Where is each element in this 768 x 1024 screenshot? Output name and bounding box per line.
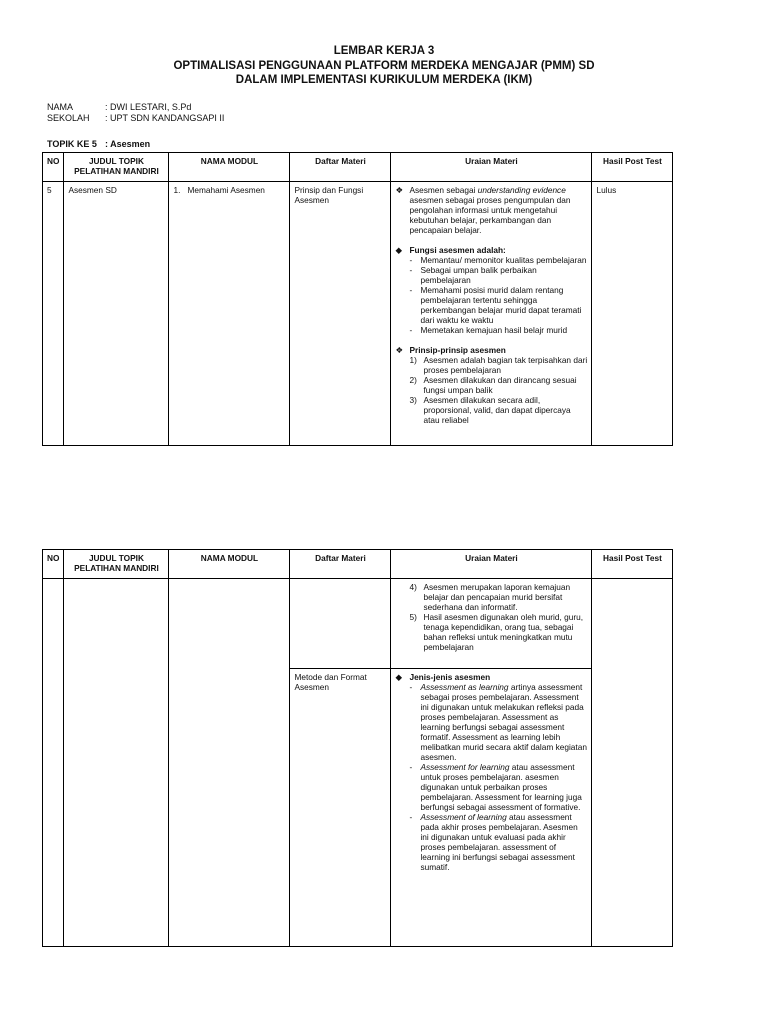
header-hasil: Hasil Post Test [592, 550, 673, 579]
cell-daftar: Metode dan Format Asesmen [290, 669, 391, 947]
header-modul: NAMA MODUL [169, 153, 290, 182]
intro-text-c: asesmen sebagai proses pengumpulan dan pengolahan informasi untuk mengetahui kebutuhan belajar, perkambangan dan pencapaian belajar. [409, 195, 571, 235]
header-judul-line2: PELATIHAN MANDIRI [74, 563, 159, 573]
diamond-solid-icon: ◆ [395, 672, 402, 682]
prinsip-section [395, 345, 587, 425]
list-item: - Memetakan kemajuan hasil belajr murid [409, 325, 568, 335]
header-hasil: Hasil Post Test [592, 153, 673, 182]
worksheet-table-page-1 [42, 152, 673, 446]
list-item: - Assessment for learning atau assessment untuk proses pembelajaran. asesmen digunakan untuk perbaikan proses pembelajaran. Assessment for learning juga berfungsi sebagai assessment of formative. [409, 762, 582, 812]
cell-modul [169, 182, 290, 446]
header-judul-line1: JUDUL TOPIK [88, 156, 144, 166]
nama-label: NAMA [47, 102, 74, 112]
cell-daftar [290, 579, 391, 669]
table-header-row [43, 153, 673, 182]
title-line-2: OPTIMALISASI PENGGUNAAN PLATFORM MERDEKA MENGAJAR (PMM) SD [173, 59, 595, 72]
header-judul-line1: JUDUL TOPIK [88, 553, 144, 563]
header-uraian: Uraian Materi [391, 550, 592, 579]
modul-name: Memahami Asesmen [187, 185, 265, 195]
list-item: - Sebagai umpan balik perbaikan pembelajaran [409, 265, 537, 285]
list-item: 1) Asesmen adalah bagian tak terpisahkan dari proses pembelajaran [409, 355, 588, 375]
header-judul [64, 153, 169, 182]
diamond-outline-icon: ❖ [395, 345, 403, 355]
cell-hasil: Lulus [592, 182, 673, 446]
list-item: - Memantau/ memonitor kualitas pembelajaran [409, 255, 587, 265]
topik-value: : Asesmen [105, 139, 151, 149]
table-row [43, 579, 673, 669]
cell-judul: Asesmen SD [64, 182, 169, 446]
intro-paragraph [395, 185, 587, 235]
cell-uraian [391, 669, 592, 947]
jenis-title: Jenis-jenis asesmen [409, 672, 491, 682]
nama-value: : DWI LESTARI, S.Pd [105, 102, 192, 112]
list-item: - Assessment of learning atau assessment pada akhir proses pembelajaran. Asesmen ini digunakan untuk evaluasi pada akhir proses pembelajaran. assessment of learning ini berfungsi sebagai assessment sumatif. [409, 812, 578, 872]
list-item: 4) Asesmen merupakan laporan kemajuan belajar dan pencapaian murid bersifat sederhana dan informatif. [409, 582, 571, 612]
identity-block [47, 102, 224, 123]
header-daftar: Daftar Materi [290, 153, 391, 182]
list-item: - Memahami posisi murid dalam rentang pembelajaran tertentu sehingga perkembangan belajar murid dapat teramati dari waktu ke waktu [409, 285, 582, 325]
list-item: 5) Hasil asesmen digunakan oleh murid, guru, tenaga kependidikan, orang tua, sebagai bahan refleksi untuk meningkatkan mutu pembelajaran [409, 612, 584, 652]
header-daftar: Daftar Materi [290, 550, 391, 579]
intro-text-italic: understanding evidence [477, 185, 566, 195]
header-modul: NAMA MODUL [169, 550, 290, 579]
worksheet-table-page-2 [42, 549, 673, 947]
table-row [43, 182, 673, 446]
topik-label: TOPIK KE 5 [47, 139, 97, 149]
header-judul [64, 550, 169, 579]
cell-no: 5 [43, 182, 64, 446]
prinsip-title: Prinsip-prinsip asesmen [409, 345, 506, 355]
sekolah-value: : UPT SDN KANDANGSAPI II [105, 112, 225, 123]
fungsi-title: Fungsi asesmen adalah: [409, 245, 506, 255]
header-no: NO [43, 153, 64, 182]
header-uraian: Uraian Materi [391, 153, 592, 182]
list-item: - Assessment as learning artinya assessment sebagai proses pembelajaran. Assessment ini digunakan untuk melakukan refleksi pada proses pembelajaran. Assessment as learning berfungsi sebagai assessment formatif. Assessment as learning lebih melibatkan murid secara aktif dalam kegiatan asesmen. [409, 682, 587, 762]
table-header-row [43, 550, 673, 579]
title-line-3: DALAM IMPLEMENTASI KURIKULUM MERDEKA (IKM) [235, 74, 533, 86]
sekolah-label: SEKOLAH [47, 112, 90, 123]
header-no: NO [43, 550, 64, 579]
diamond-solid-icon: ◆ [395, 245, 402, 255]
intro-text-a: Asesmen sebagai [409, 185, 478, 195]
topic-line [47, 139, 150, 149]
header-judul-line2: PELATIHAN MANDIRI [74, 166, 159, 176]
fungsi-section [395, 245, 587, 335]
modul-number: 1. [173, 185, 181, 195]
title-line-1: LEMBAR KERJA 3 [333, 45, 435, 57]
cell-uraian [391, 579, 592, 669]
cell-hasil [592, 579, 673, 947]
list-item: 2) Asesmen dilakukan dan dirancang sesuai fungsi umpan balik [409, 375, 577, 395]
cell-daftar: Prinsip dan Fungsi Asesmen [290, 182, 391, 446]
document-title-block [0, 44, 768, 88]
cell-uraian [391, 182, 592, 446]
cell-no [43, 579, 64, 947]
diamond-outline-icon: ❖ [395, 185, 403, 195]
list-item: 3) Asesmen dilakukan secara adil, proporsional, valid, dan dapat dipercaya atau reliabel [409, 395, 571, 425]
cell-judul [64, 579, 169, 947]
cell-modul [169, 579, 290, 947]
